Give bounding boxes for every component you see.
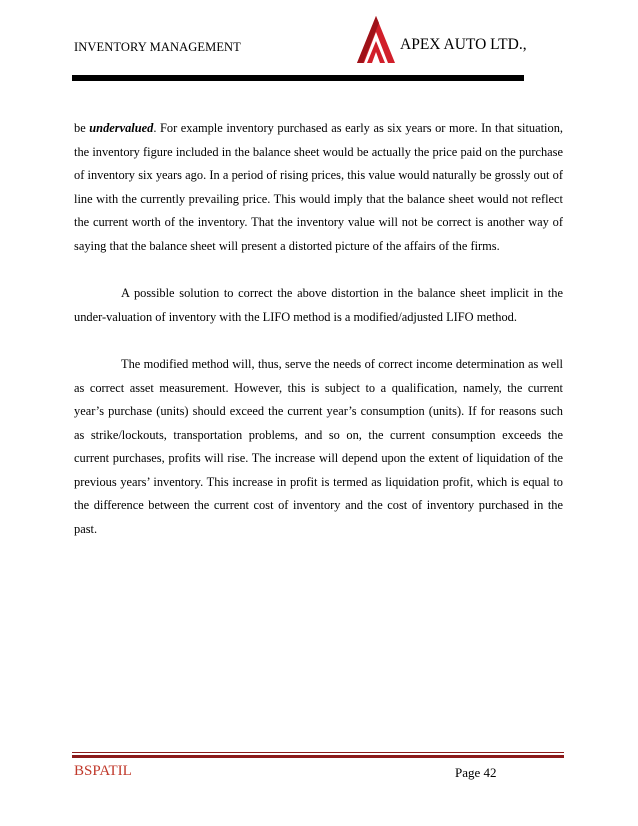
paragraph-3: The modified method will, thus, serve the needs of correct income determination as well as correct asset measurement. However, this is subject to a qualification, namely, the current year’s purchase (units) should exceed the current year’s consumption (units). If for reasons such as strike/lockouts, transportation problems, and so on, the current consumption exceeds the current purchases, profits will rise. The increase will depend upon the extent of liquidation of the previous years’ inventory. This increase in profit is termed as liquidation profit, which is equal to the difference between the current cost of inventory and the cost of inventory purchased in the past. <box>74 357 563 536</box>
footer-divider-thin <box>72 752 564 753</box>
document-body <box>74 117 563 541</box>
paragraph-1-lead: be <box>74 121 90 135</box>
emphasized-term: undervalued <box>89 121 154 135</box>
apex-logo-icon <box>355 14 397 64</box>
footer-author: BSPATIL <box>74 763 132 779</box>
page-number: Page 42 <box>455 765 497 780</box>
paragraph-1-text: . For example inventory purchased as early as six years or more. In that situation, the inventory figure included in the balance sheet would be actually the price paid on the purchase of inventory six years ago. In a period of rising prices, this value would naturally be grossly out of line with the currently prevailing price. This would imply that the balance sheet would not reflect the current worth of the inventory. That the inventory value will not be correct is another way of saying that the balance sheet will present a distorted picture of the affairs of the firms. <box>74 121 563 253</box>
section-title: INVENTORY MANAGEMENT <box>74 40 241 54</box>
company-name: APEX AUTO LTD., <box>400 36 527 53</box>
paragraph-1 <box>74 117 563 258</box>
header-divider <box>72 75 524 81</box>
paragraph-2: A possible solution to correct the above distortion in the balance sheet implicit in the under-valuation of inventory with the LIFO method is a modified/adjusted LIFO method. <box>74 286 563 324</box>
footer-divider-thick <box>72 755 564 758</box>
